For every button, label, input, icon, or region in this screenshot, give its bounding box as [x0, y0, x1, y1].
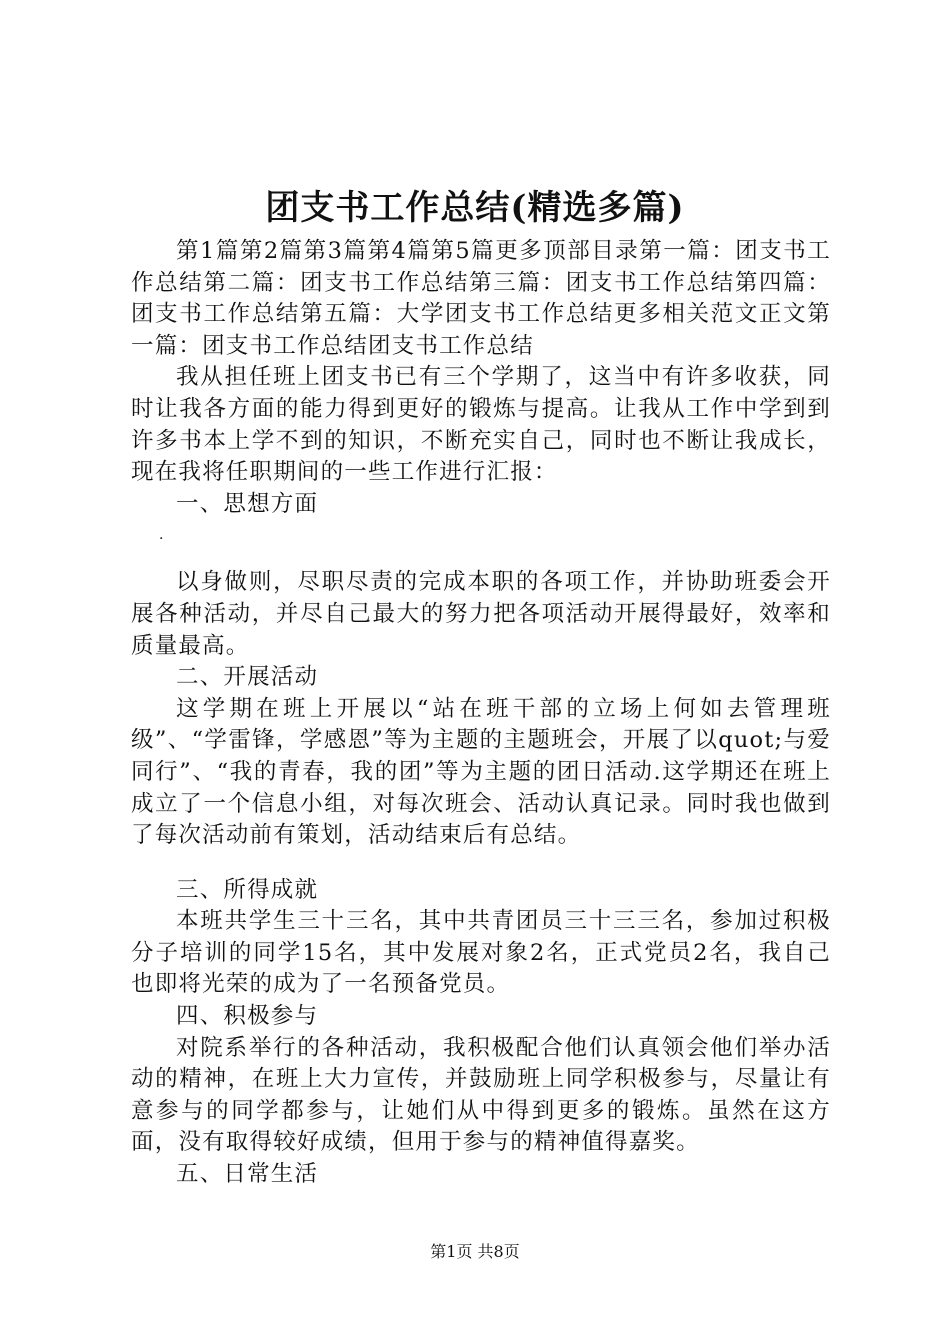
section-paragraph-2: 这学期在班上开展以“站在班干部的立场上何如去管理班级”、“学雷锋，学感恩”等为主题的主题班会，开展了以quot;与爱同行”、“我的青春，我的团”等为主题的团日活动.这学期还在班上成立了一个信息小组，对每次班会、活动认真记录。同时我也做到了每次活动前有策划，活动结束后有总结。: [131, 695, 831, 849]
document-title: 团支书工作总结(精选多篇): [265, 188, 685, 228]
section-heading-2: 二、开展活动: [176, 664, 319, 691]
section-heading-3: 三、所得成就: [176, 876, 319, 903]
stray-dot: .: [159, 527, 165, 544]
page-number-footer: 第1页 共8页: [430, 1242, 520, 1261]
document-body: [131, 236, 831, 1191]
intro-paragraph: 我从担任班上团支书已有三个学期了，这当中有许多收获，同时让我各方面的能力得到更好的锻炼与提高。让我从工作中学到到许多书本上学不到的知识，不断充实自己，同时也不断让我成长，现在我将任职期间的一些工作进行汇报：: [131, 364, 831, 486]
section-paragraph-3: 本班共学生三十三名，其中共青团员三十三三名，参加过积极分子培训的同学15名，其中发展对象2名，正式党员2名，我自己也即将光荣的成为了一名预备党员。: [131, 908, 831, 998]
paragraph-spacer: [131, 852, 831, 875]
section-heading-5: 五、日常生活: [176, 1161, 319, 1188]
section-paragraph-4: 对院系举行的各种活动，我积极配合他们认真领会他们举办活动的精神，在班上大力宣传，并鼓励班上同学积极参与，尽量让有意参与的同学都参与，让她们从中得到更多的锻炼。虽然在这方面，没有取得较好成绩，但用于参与的精神值得嘉奖。: [131, 1034, 831, 1156]
section-heading-1: 一、思想方面: [176, 490, 319, 517]
section-heading-4: 四、积极参与: [176, 1003, 319, 1030]
section-paragraph-1: 以身做则，尽职尽责的完成本职的各项工作，并协助班委会开展各种活动，并尽自己最大的努力把各项活动开展得最好，效率和质量最高。: [131, 569, 831, 659]
toc-paragraph: 第1篇第2篇第3篇第4篇第5篇更多顶部目录第一篇：团支书工作总结第二篇：团支书工作总结第三篇：团支书工作总结第四篇：团支书工作总结第五篇：大学团支书工作总结更多相关范文正文第一篇：团支书工作总结团支书工作总结: [131, 238, 831, 359]
